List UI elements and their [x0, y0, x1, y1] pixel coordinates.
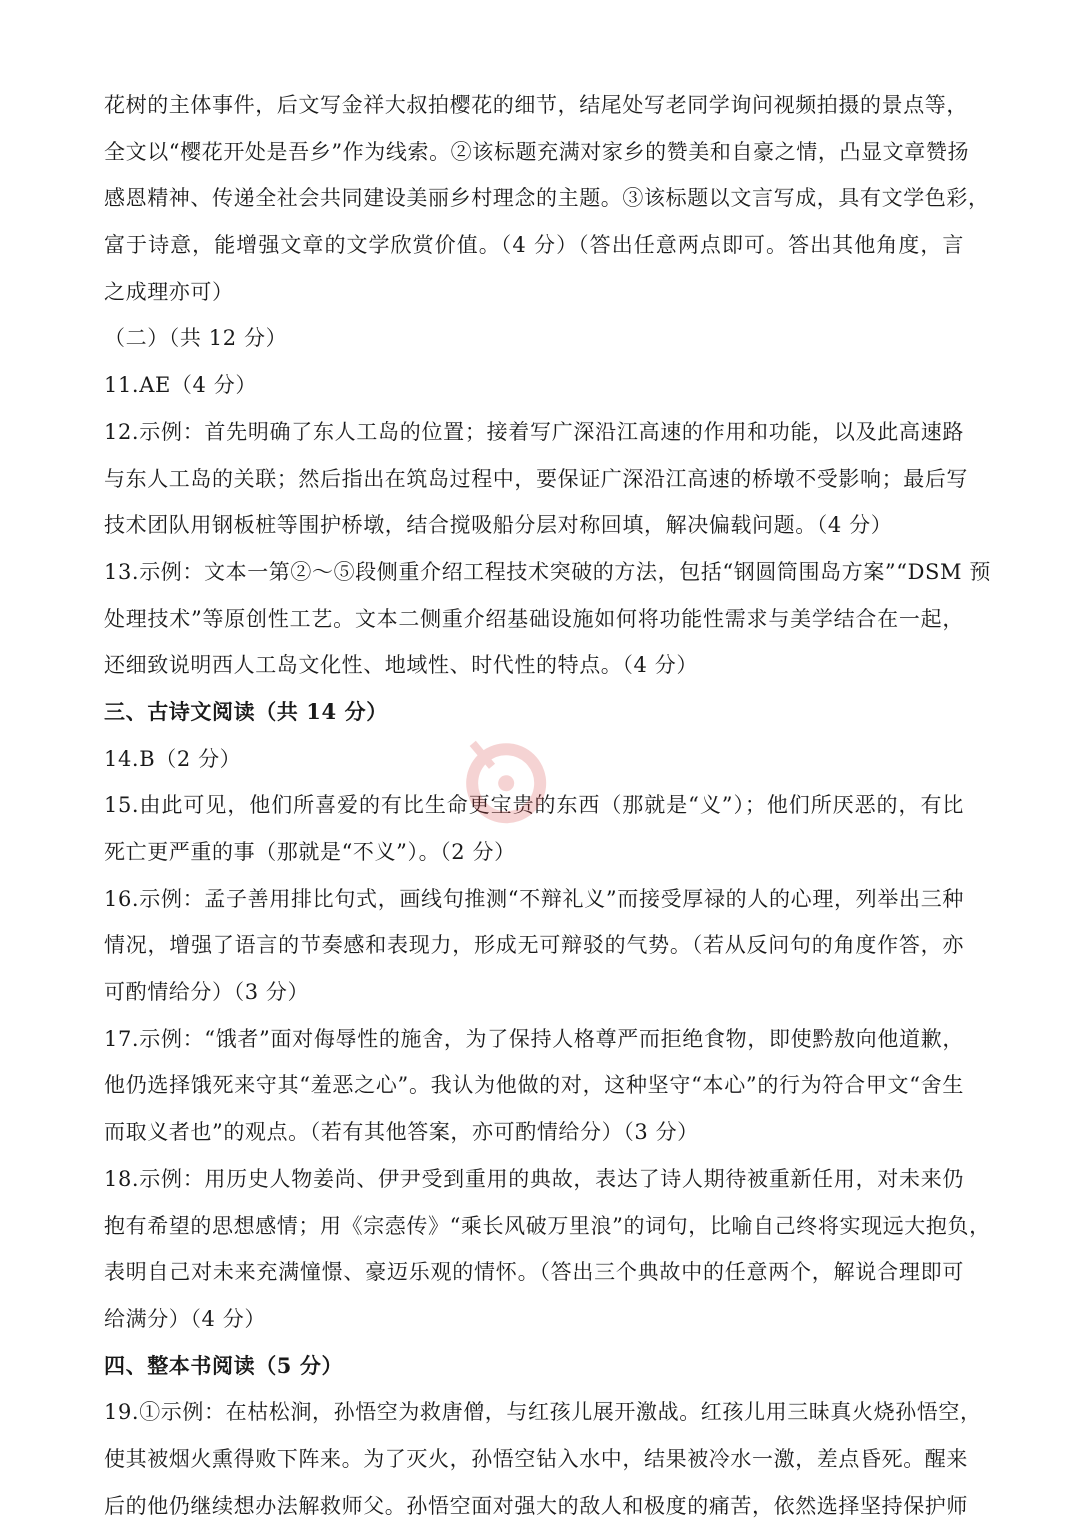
- text-line: 富于诗意，能增强文章的文学欣赏价值。（4 分）（答出任意两点即可。答出其他角度，言: [104, 233, 964, 258]
- text-line: 使其被烟火熏得败下阵来。为了灭火，孙悟空钻入水中，结果被冷水一激，差点昏死。醒来: [104, 1446, 968, 1471]
- text-line: 还细致说明西人工岛文化性、地域性、时代性的特点。（4 分）: [104, 653, 698, 678]
- text-line: 而取义者也”的观点。（若有其他答案，亦可酌情给分）（3 分）: [104, 1120, 699, 1145]
- text-line: 情况，增强了语言的节奏感和表现力，形成无可辩驳的气势。（若从反问句的角度作答，亦: [104, 933, 964, 958]
- answer-15: 15.由此可见，他们所喜爱的有比生命更宝贵的东西（那就是“义”）；他们所厌恶的，有比: [104, 793, 964, 818]
- section-heading-book: 四、整本书阅读（5 分）: [104, 1352, 344, 1378]
- answer-13: 13.示例：文本一第②～⑤段侧重介绍工程技术突破的方法，包括“钢圆筒围岛方案”“DSM 预: [104, 559, 992, 584]
- text-line: 可酌情给分）（3 分）: [104, 980, 310, 1005]
- text-line: 抱有希望的思想感情；用《宗悫传》“乘长风破万里浪”的词句，比喻自己终将实现远大抱负，: [104, 1213, 991, 1238]
- text-line: 处理技术”等原创性工艺。文本二侧重介绍基础设施如何将功能性需求与美学结合在一起，: [104, 606, 964, 631]
- text-line: 给满分）（4 分）: [104, 1306, 266, 1331]
- text-line: 他仍选择饿死来守其“羞恶之心”。我认为他做的对，这种坚守“本心”的行为符合甲文“舍生: [104, 1073, 964, 1098]
- answer-11: 11.AE（4 分）: [104, 373, 257, 398]
- text-line: 与东人工岛的关联；然后指出在筑岛过程中，要保证广深沿江高速的桥墩不受影响；最后写: [104, 466, 968, 491]
- text-line: 表明自己对未来充满憧憬、豪迈乐观的情怀。（答出三个典故中的任意两个，解说合理即可: [104, 1260, 964, 1285]
- answer-18: 18.示例：用历史人物姜尚、伊尹受到重用的典故，表达了诗人期待被重新任用，对未来仍: [104, 1166, 964, 1191]
- text-line: 技术团队用钢板桩等围护桥墩，结合搅吸船分层对称回填，解决偏载问题。（4 分）: [104, 513, 893, 538]
- answer-19: 19.①示例：在枯松涧，孙悟空为救唐僧，与红孩儿展开激战。红孩儿用三昧真火烧孙悟空，: [104, 1400, 982, 1425]
- answer-12: 12.示例：首先明确了东人工岛的位置；接着写广深沿江高速的作用和功能，以及此高速路: [104, 419, 964, 444]
- answer-14: 14.B（2 分）: [104, 746, 242, 771]
- answer-16: 16.示例：孟子善用排比句式，画线句推测“不辩礼义”而接受厚禄的人的心理，列举出三种: [104, 886, 964, 911]
- text-line: 全文以“樱花开处是吾乡”作为线索。②该标题充满对家乡的赞美和自豪之情，凸显文章赞扬: [104, 139, 970, 164]
- text-line: 之成理亦可）: [104, 279, 234, 304]
- answer-17: 17.示例：“饿者”面对侮辱性的施舍，为了保持人格尊严而拒绝食物，即使黔敖向他道歉，: [104, 1026, 964, 1051]
- text-line: 后的他仍继续想办法解救师父。孙悟空面对强大的敌人和极度的痛苦，依然选择坚持保护师: [104, 1493, 968, 1518]
- section-subheading: （二）（共 12 分）: [104, 326, 288, 351]
- text-line: 花树的主体事件，后文写金祥大叔拍樱花的细节，结尾处写老同学询问视频拍摄的景点等，: [104, 93, 968, 117]
- section-heading-poetry: 三、古诗文阅读（共 14 分）: [104, 698, 388, 724]
- answer-page: [104, 82, 992, 1529]
- text-line: 死亡更严重的事（那就是“不义”）。（2 分）: [104, 840, 516, 864]
- text-line: 感恩精神、传递全社会共同建设美丽乡村理念的主题。③该标题以文言写成，具有文学色彩，: [104, 186, 990, 211]
